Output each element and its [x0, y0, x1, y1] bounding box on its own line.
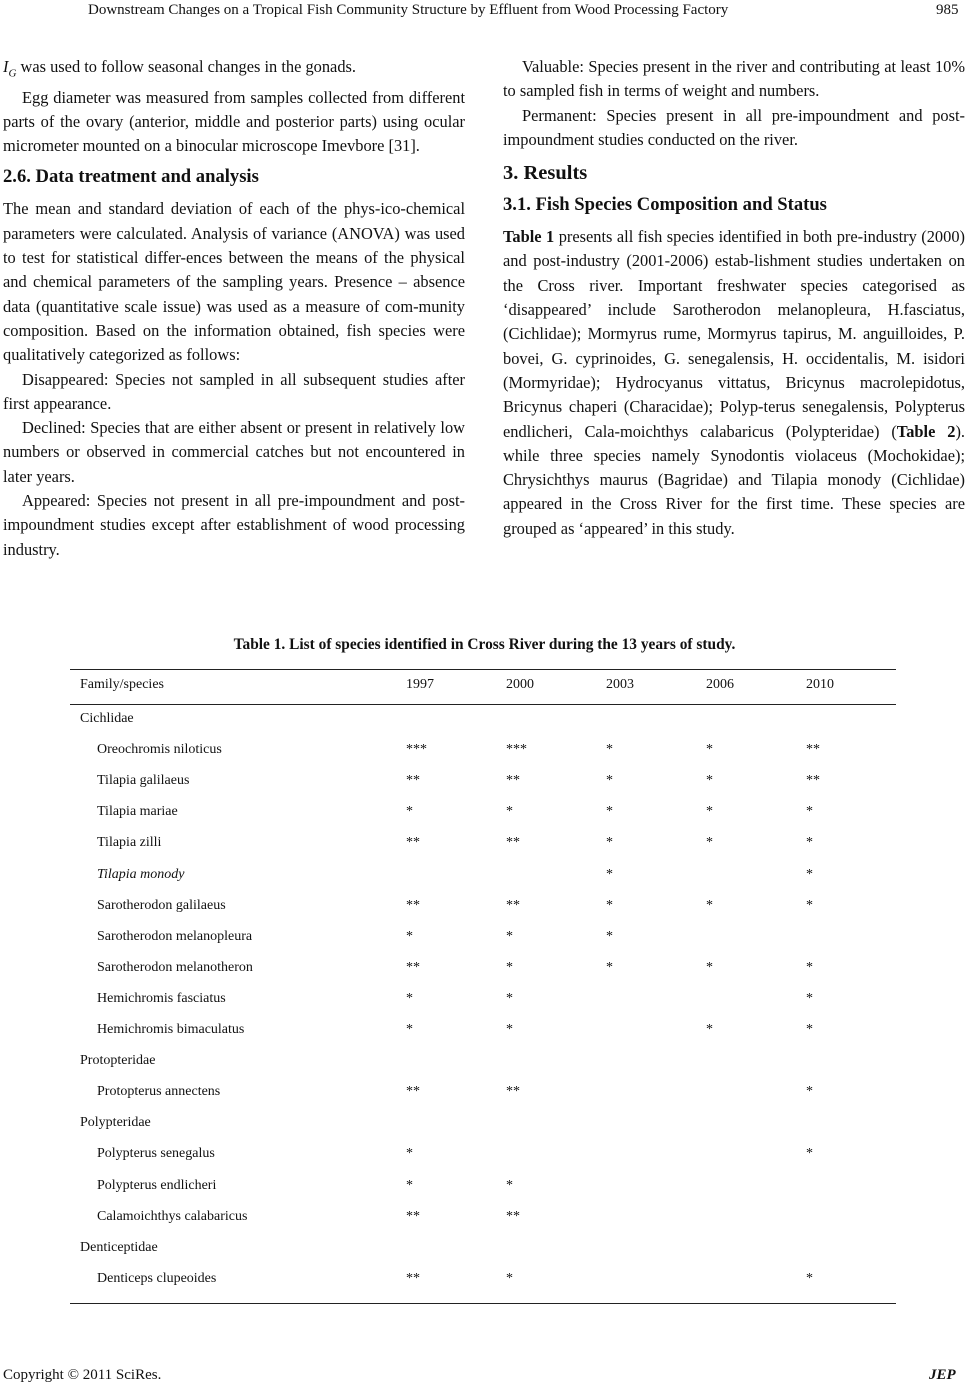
abundance-cell-1997: **: [406, 1208, 420, 1224]
ig-text: was used to follow seasonal changes in the gonads.: [16, 57, 356, 76]
table-row: [70, 742, 896, 773]
abundance-cell-2000: *: [506, 1022, 513, 1037]
paragraph-valuable: Valuable: Species present in the river and contributing at least 10% to sampled fish in terms of weight and numbers.: [503, 57, 965, 101]
abundance-cell-2010: *: [806, 1022, 813, 1037]
table-row: [70, 835, 896, 866]
abundance-cell-2003: *: [606, 928, 613, 944]
running-title: Downstream Changes on a Tropical Fish Community Structure by Effluent from Wood Processing Factory: [88, 2, 729, 18]
table-row: [70, 1084, 896, 1115]
table-top-rule: [70, 669, 896, 670]
table-row: [70, 991, 896, 1022]
abundance-cell-2000: *: [506, 990, 513, 1006]
species-name: Tilapia galilaeus: [97, 773, 190, 789]
abundance-cell-1997: **: [406, 835, 420, 851]
species-name: Calamoichthys calabaricus: [97, 1208, 248, 1224]
ig-subscript: G: [8, 67, 17, 80]
table-row: [70, 1022, 896, 1053]
table-row: [70, 773, 896, 804]
species-name: Hemichromis bimaculatus: [97, 1022, 245, 1037]
abundance-cell-1997: *: [406, 928, 413, 944]
abundance-cell-1997: **: [406, 773, 420, 789]
abundance-cell-2003: *: [606, 897, 613, 913]
abundance-cell-2000: **: [506, 835, 520, 851]
abundance-cell-1997: ***: [406, 742, 427, 758]
species-name: Sarotherodon galilaeus: [97, 897, 226, 913]
abundance-cell-2010: **: [806, 773, 820, 789]
table-row: [70, 1271, 896, 1302]
abundance-cell-1997: *: [406, 1177, 413, 1193]
col-header-2010: 2010: [806, 677, 834, 692]
abundance-cell-1997: *: [406, 1022, 413, 1037]
abundance-cell-2006: *: [706, 835, 713, 851]
abundance-cell-2010: *: [806, 897, 813, 913]
family-name: Polypteridae: [80, 1115, 151, 1131]
section-heading-results: 3. Results: [503, 162, 588, 185]
abundance-cell-1997: **: [406, 1084, 420, 1100]
table-row: [70, 804, 896, 835]
abundance-cell-2000: **: [506, 1208, 520, 1224]
abundance-cell-2010: *: [806, 835, 813, 851]
col-header-2003: 2003: [606, 677, 634, 692]
copyright-notice: Copyright © 2011 SciRes.: [3, 1367, 162, 1383]
abundance-cell-2000: *: [506, 959, 513, 975]
abundance-cell-2010: *: [806, 1146, 813, 1162]
abundance-cell-1997: *: [406, 990, 413, 1006]
col-header-family-species: Family/species: [80, 677, 164, 692]
abundance-cell-1997: **: [406, 959, 420, 975]
abundance-cell-2000: ***: [506, 742, 527, 758]
species-name: Protopterus annectens: [97, 1084, 221, 1100]
abundance-cell-2003: *: [606, 835, 613, 851]
abundance-cell-2010: **: [806, 742, 820, 758]
species-name: Tilapia monody: [97, 866, 185, 882]
abundance-cell-2010: *: [806, 866, 813, 882]
table-row: [70, 1209, 896, 1240]
abundance-cell-2006: *: [706, 1022, 713, 1037]
paragraph-ig: [3, 55, 465, 86]
abundance-cell-2000: *: [506, 928, 513, 944]
species-name: Polypterus endlicheri: [97, 1177, 217, 1193]
table-bottom-rule: [70, 1303, 896, 1304]
abundance-cell-2010: *: [806, 804, 813, 820]
table-row: [70, 1178, 896, 1209]
table-caption: Table 1. List of species identified in Cross River during the 13 years of study.: [233, 636, 736, 653]
page-number: 985: [936, 2, 959, 18]
abundance-cell-2006: *: [706, 804, 713, 820]
table1-reference: Table 1: [503, 227, 555, 247]
col-header-1997: 1997: [406, 677, 434, 692]
col-header-2006: 2006: [706, 677, 734, 692]
table-header-rule: [70, 704, 896, 705]
col-header-2000: 2000: [506, 677, 534, 692]
journal-abbrev: JEP: [929, 1367, 956, 1383]
abundance-cell-1997: **: [406, 897, 420, 913]
section-heading-3-1: 3.1. Fish Species Composition and Status: [503, 194, 827, 216]
abundance-cell-2003: *: [606, 773, 613, 789]
abundance-cell-2000: *: [506, 804, 513, 820]
species-name: Sarotherodon melanopleura: [97, 928, 253, 944]
running-header: [0, 0, 969, 24]
ig-symbol: I: [3, 57, 9, 76]
species-name: Denticeps clupeoides: [97, 1270, 217, 1286]
table-family-row: [70, 711, 896, 742]
table-family-row: [70, 1240, 896, 1271]
species-name: Sarotherodon melanotheron: [97, 959, 253, 975]
results-text-end: ). while three species namely Synodontis violaceus (Mochokidae); Chrysichthys maurus (Bagridae) and Tilapia monody (Cichlidae) appeared in the Cross River for the first time. These species are grouped as ‘appeared’ in this study.: [503, 421, 965, 538]
table-row: [70, 1146, 896, 1177]
table-row: [70, 929, 896, 960]
abundance-cell-2006: *: [706, 959, 713, 975]
table-family-row: [70, 1115, 896, 1146]
abundance-cell-2003: *: [606, 866, 613, 882]
table-row: [70, 898, 896, 929]
abundance-cell-2006: *: [706, 773, 713, 789]
abundance-cell-2003: *: [606, 959, 613, 975]
table2-reference: Table 2: [896, 421, 956, 441]
abundance-cell-1997: *: [406, 1146, 413, 1162]
abundance-cell-2000: **: [506, 773, 520, 789]
paragraph-egg-diameter: Egg diameter was measured from samples collected from different parts of the ovary (anterior, middle and posterior parts) using ocular micrometer mounted on a binocular microscope Imevbore [31].: [3, 87, 465, 156]
table-row: [70, 960, 896, 991]
abundance-cell-1997: **: [406, 1270, 420, 1286]
abundance-cell-2000: **: [506, 897, 520, 913]
abundance-cell-2000: *: [506, 1270, 513, 1286]
abundance-cell-2010: *: [806, 1084, 813, 1100]
paragraph-permanent: Permanent: Species present in all pre-impoundment and post-impoundment studies conducted on the river.: [503, 105, 965, 149]
abundance-cell-2000: *: [506, 1177, 513, 1193]
abundance-cell-2000: **: [506, 1084, 520, 1100]
species-name: Tilapia zilli: [97, 835, 162, 851]
family-name: Protopteridae: [80, 1053, 156, 1069]
paragraph-declined: Declined: Species that are either absent or present in relatively low numbers or observed in commercial catches but not encountered in later years.: [3, 418, 465, 486]
abundance-cell-2003: *: [606, 804, 613, 820]
species-name: Tilapia mariae: [97, 804, 178, 820]
abundance-cell-2010: *: [806, 959, 813, 975]
abundance-cell-2010: *: [806, 1270, 813, 1286]
abundance-cell-2003: *: [606, 742, 613, 758]
paragraph-results: [503, 225, 965, 541]
paragraph-appeared: Appeared: Species not present in all pre-impoundment and post-impoundment studies except after establishment of wood processing industry.: [3, 491, 465, 559]
paragraph-disappeared: Disappeared: Species not sampled in all subsequent studies after first appearance.: [3, 369, 465, 413]
species-name: Hemichromis fasciatus: [97, 990, 226, 1006]
family-name: Denticeptidae: [80, 1239, 158, 1255]
family-name: Cichlidae: [80, 711, 134, 726]
species-name: Polypterus senegalus: [97, 1146, 215, 1162]
table-row: [70, 867, 896, 898]
left-column: [3, 55, 465, 562]
abundance-cell-2006: *: [706, 742, 713, 758]
paragraph-data-treatment: The mean and standard deviation of each of the phys-ico-chemical parameters were calculated. Analysis of variance (ANOVA) was used to test for statistical differ-ences between the means of the physical and chemical parameters of the sampling years. Presence – absence data (quantitative scale issue) was used as a measure of com-munity composition. Based on the information obtained, fish species were qualitatively categorized as follows:: [3, 199, 465, 365]
abundance-cell-1997: *: [406, 804, 413, 820]
table-family-row: [70, 1053, 896, 1084]
results-text: presents all fish species identified in both pre-industry (2000) and post-industry (2001-2006) estab-lishment studies undertaken on the Cross river. Important freshwater species categorised as ‘disappeared’ include Sarotherodon melanopleura, H.fasciatus, (Cichlidae); Mormyrus rume, Mormyrus tapirus, M. anguilloides, P. bovei, G. cyprinoides, G. senegalensis, H. occidentalis, M. isidori (Mormyridae); Hydrocyanus vittatus, Bricynus macrolepidotus, Bricynus chaperi (Characidae); Polyp-terus senegalensis, Polypterus endlicheri, Cala-moichthys calabaricus (Polypteridae) (: [503, 227, 965, 441]
abundance-cell-2006: *: [706, 897, 713, 913]
species-name: Oreochromis niloticus: [97, 742, 222, 758]
section-heading-2-6: 2.6. Data treatment and analysis: [3, 166, 259, 188]
abundance-cell-2010: *: [806, 990, 813, 1006]
right-column: [503, 55, 965, 541]
